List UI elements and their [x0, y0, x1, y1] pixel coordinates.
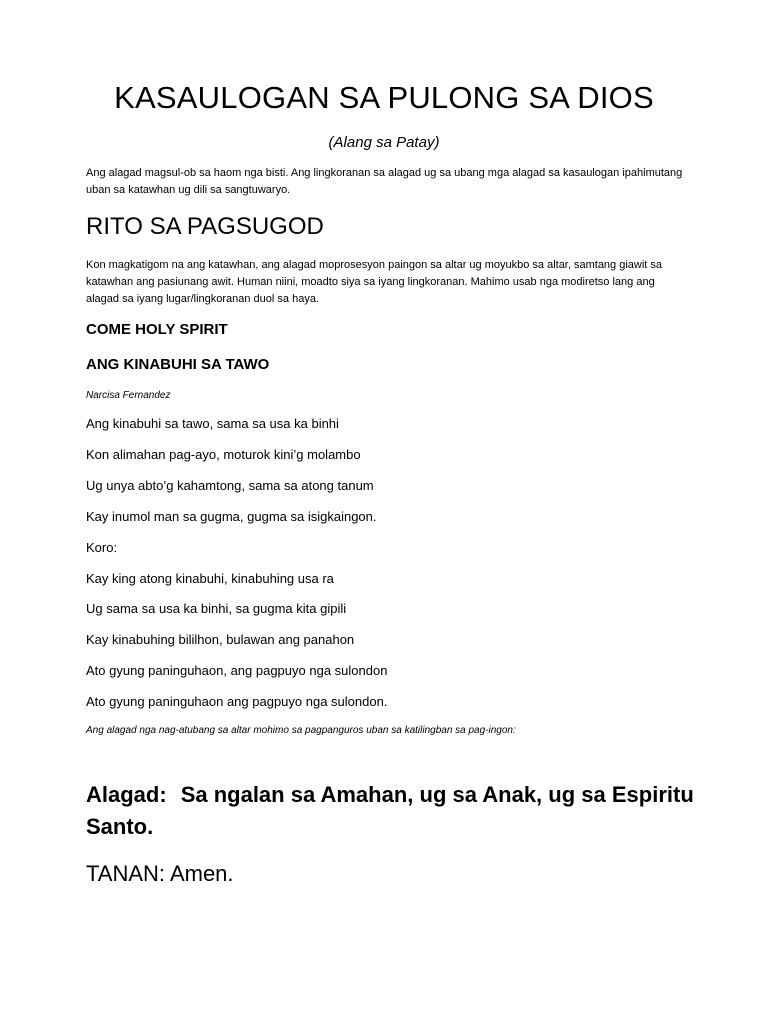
verse-line: Kon alimahan pag-ayo, moturok kini’g molambo — [86, 447, 361, 462]
song-title-kinabuhi: ANG KINABUHI SA TAWO — [86, 356, 270, 373]
minister-text: Sa ngalan sa Amahan, ug sa Anak, ug sa Espiritu Santo. — [86, 782, 694, 839]
rubric-instruction: Ang alagad nga nag-atubang sa altar mohimo sa pagpanguros uban sa katilingban sa pag-ingon: — [86, 725, 516, 736]
chorus-line: Ato gyung paninguhaon, ang pagpuyo nga sulondon — [86, 663, 388, 678]
congregation-response: TANAN: Amen. — [86, 861, 234, 886]
chorus-line: Ato gyung paninguhaon ang pagpuyo nga sulondon. — [86, 694, 388, 709]
verse-line: Kay inumol man sa gugma, gugma sa isigkaingon. — [86, 509, 377, 524]
section-heading: RITO SA PAGSUGOD — [86, 213, 324, 240]
song-title-come-holy-spirit: COME HOLY SPIRIT — [86, 321, 228, 338]
chorus-line: Kay king atong kinabuhi, kinabuhing usa ra — [86, 571, 334, 586]
minister-line — [86, 779, 706, 843]
chorus-line: Ug sama sa usa ka binhi, sa gugma kita gipili — [86, 601, 347, 616]
document-title: KASAULOGAN SA PULONG SA DIOS — [114, 80, 654, 115]
chorus-label: Koro: — [86, 540, 118, 555]
document-subtitle: (Alang sa Patay) — [328, 134, 440, 151]
chorus-line: Kay kinabuhing bililhon, bulawan ang panahon — [86, 632, 355, 647]
song-author: Narcisa Fernandez — [86, 390, 171, 401]
verse-line: Ug unya abto’g kahamtong, sama sa atong tanum — [86, 478, 374, 493]
intro-paragraph: Ang alagad magsul-ob sa haom nga bisti. Ang lingkoranan sa alagad ug sa ubang mga alagad sa kasaulogan ipahimutang uban sa katawhan ug dili sa sangtuwaryo. — [86, 167, 683, 196]
verse-line: Ang kinabuhi sa tawo, sama sa usa ka binhi — [86, 416, 339, 431]
minister-label: Alagad: — [86, 782, 167, 807]
section-paragraph: Kon magkatigom na ang katawhan, ang alagad moprosesyon paingon sa altar ug moyukbo sa altar, samtang giawit sa katawhan ang pasiunang awit. Human niini, moadto siya sa iyang lingkoranan. Mahimo usab nga modiretso lang ang alagad sa iyang lugar/lingkoranan duol sa haya. — [86, 259, 663, 305]
